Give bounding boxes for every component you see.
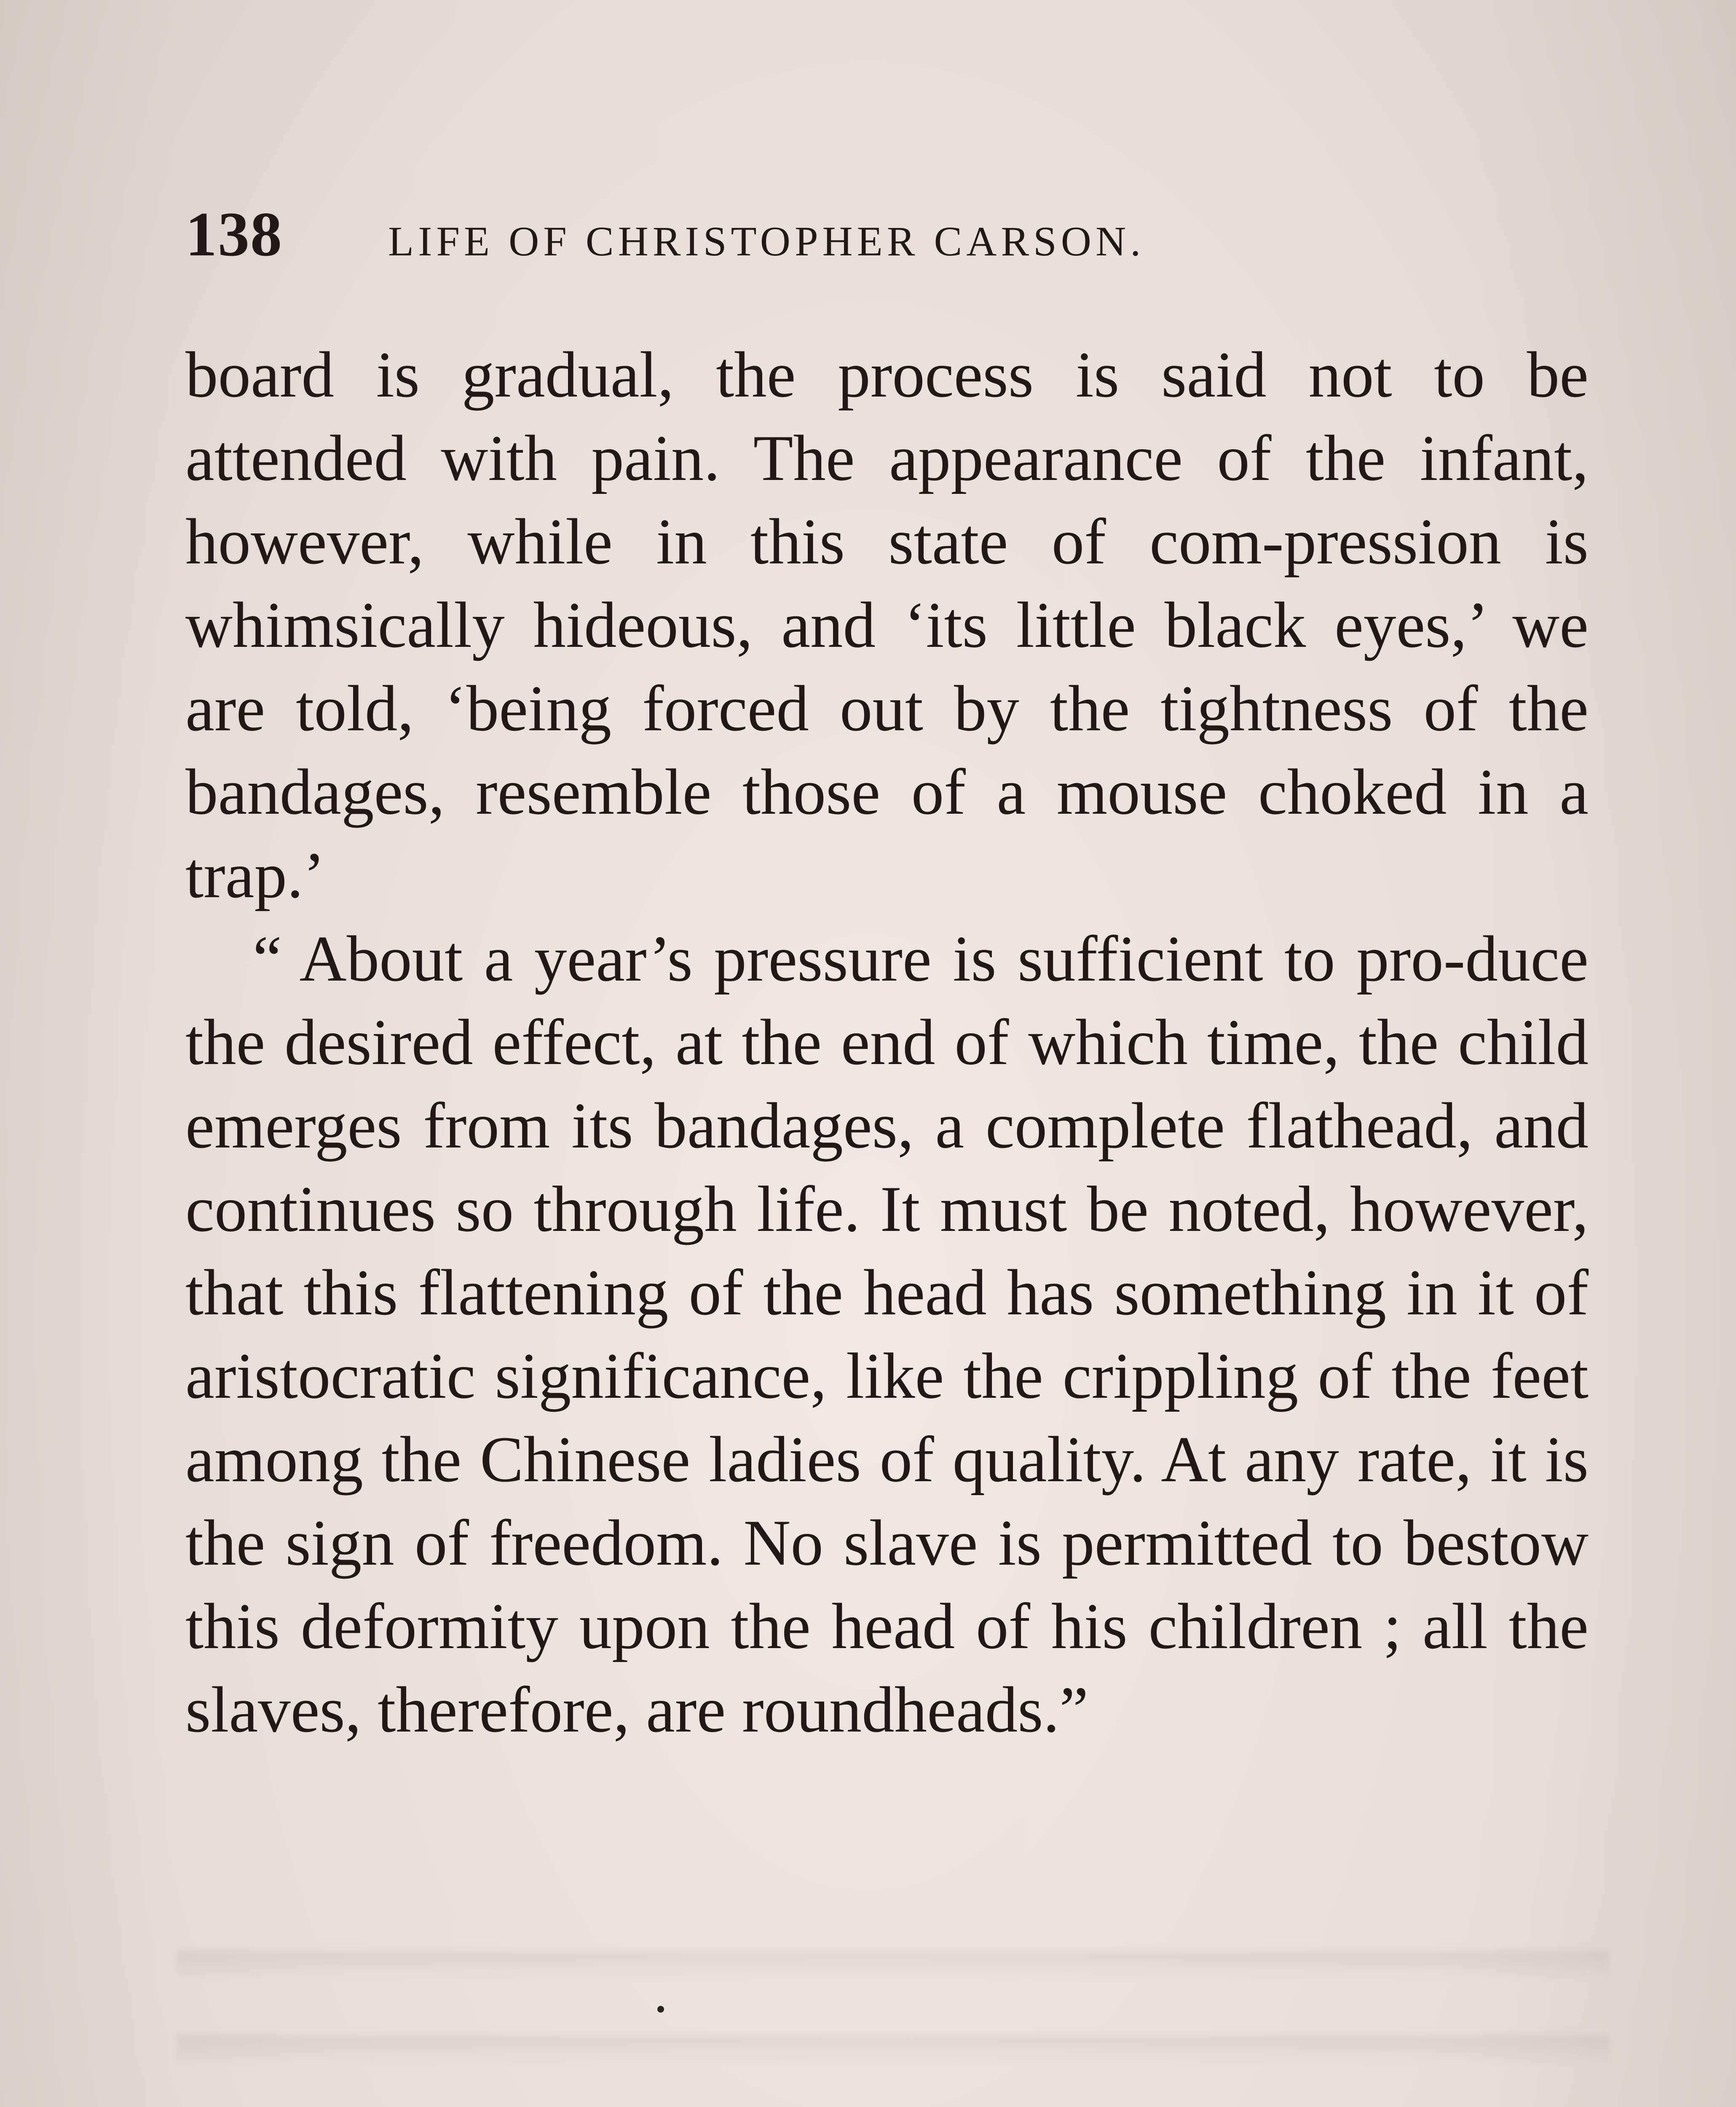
body-text [185,333,1589,1751]
paragraph: board is gradual, the process is said not to be attended with pain. The appearance of the infant, however, while in this state of com-pression is whimsically hideous, and ‘its little black eyes,’ we are told, ‘being forced out by the tightness of the bandages, resemble those of a mouse choked in a trap.’ [185,338,1589,911]
running-head [185,198,1576,282]
ink-speck [657,2006,664,2013]
page-number: 138 [185,199,283,269]
bleed-through-text [177,1896,1610,2107]
running-title: LIFE OF CHRISTOPHER CARSON. [388,218,1145,265]
paragraph: “ About a year’s pressure is sufficient to pro-duce the desired effect, at the end of which time, the child emerges from its bandages, a complete flathead, and continues so through life. It must be noted, however, that this flattening of the head has something in it of aristocratic significance, like the crippling of the feet among the Chinese ladies of quality. At any rate, it is the sign of freedom. No slave is permitted to bestow this deformity upon the head of his children ; all the slaves, therefore, are roundheads.” [185,922,1589,1746]
